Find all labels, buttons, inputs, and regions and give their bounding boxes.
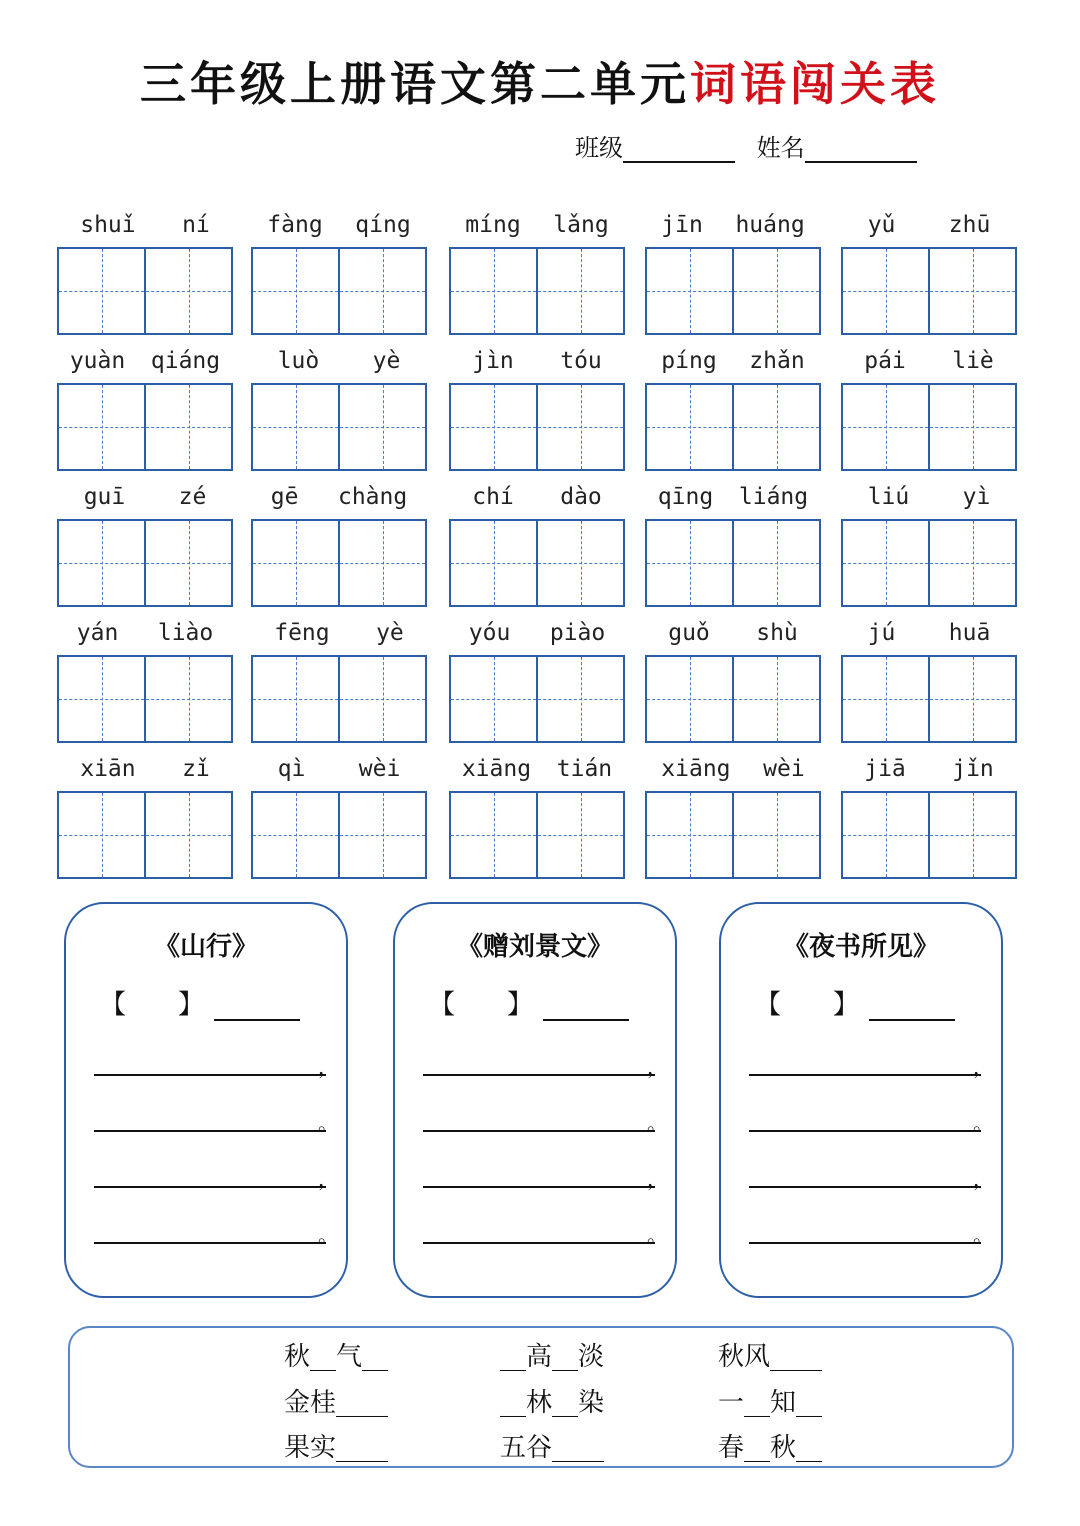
word-cell bbox=[645, 749, 821, 879]
poem-line-blank[interactable] bbox=[749, 1156, 993, 1191]
poem-title: 《赠刘景文》 bbox=[456, 932, 613, 962]
fill-in-item[interactable]: 秋风____ bbox=[718, 1342, 823, 1372]
word-cell bbox=[251, 477, 427, 607]
pinyin-syllable: jīn bbox=[661, 212, 703, 238]
word-cell bbox=[645, 477, 821, 607]
pinyin-syllable: qì bbox=[277, 756, 306, 782]
pinyin bbox=[841, 613, 1017, 653]
word-cell bbox=[449, 341, 625, 471]
dynasty-bracket[interactable]: 【 】 bbox=[100, 990, 205, 1020]
pinyin-syllable: jiā bbox=[864, 756, 906, 782]
writing-box[interactable] bbox=[928, 249, 1015, 333]
pinyin-syllable: huā bbox=[948, 620, 991, 646]
pinyin bbox=[841, 477, 1017, 517]
poem-card-shanxing bbox=[64, 902, 348, 1298]
tianzige-boxes bbox=[645, 247, 821, 335]
pinyin-syllable: liú bbox=[867, 484, 910, 510]
writing-box[interactable] bbox=[59, 249, 144, 333]
line-punctuation: 。 bbox=[647, 1223, 667, 1247]
word-cell bbox=[841, 341, 1017, 471]
writing-box[interactable] bbox=[338, 657, 425, 741]
writing-box[interactable] bbox=[843, 793, 928, 877]
poem-card-yeshusuojian bbox=[719, 902, 1003, 1298]
grid-row bbox=[57, 613, 1017, 749]
pinyin-syllable: qiáng bbox=[150, 348, 221, 374]
pinyin-syllable: liáng bbox=[738, 484, 809, 510]
pinyin-syllable: piào bbox=[549, 620, 606, 646]
fill-in-item[interactable]: __林__染 bbox=[500, 1388, 605, 1418]
fill-in-item[interactable]: 五谷____ bbox=[500, 1433, 605, 1463]
dynasty-author-row bbox=[755, 984, 955, 1021]
fill-in-item[interactable]: 果实____ bbox=[284, 1433, 389, 1463]
pinyin bbox=[251, 749, 427, 789]
pinyin-syllable: qíng bbox=[355, 212, 411, 238]
poem-title: 《山行》 bbox=[153, 932, 258, 962]
writing-box[interactable] bbox=[732, 249, 819, 333]
line-punctuation: ， bbox=[973, 1167, 993, 1191]
writing-box[interactable] bbox=[732, 657, 819, 741]
writing-box[interactable] bbox=[536, 249, 623, 333]
fill-in-item[interactable]: 一__知__ bbox=[718, 1388, 823, 1418]
author-blank[interactable] bbox=[543, 993, 629, 1021]
writing-box[interactable] bbox=[843, 657, 928, 741]
pinyin-syllable: zhǎn bbox=[749, 348, 805, 374]
tianzige-boxes bbox=[251, 383, 427, 471]
writing-box[interactable] bbox=[338, 249, 425, 333]
line-punctuation: 。 bbox=[318, 1111, 338, 1135]
pinyin-syllable: shuǐ bbox=[80, 212, 136, 238]
tianzige-boxes bbox=[841, 519, 1017, 607]
writing-box[interactable] bbox=[928, 657, 1015, 741]
pinyin-syllable: zhū bbox=[948, 212, 991, 238]
line-punctuation: ， bbox=[647, 1055, 667, 1079]
writing-box[interactable] bbox=[338, 385, 425, 469]
pinyin bbox=[645, 749, 821, 789]
pinyin bbox=[645, 205, 821, 245]
pinyin-syllable: lǎng bbox=[553, 212, 609, 238]
writing-box[interactable] bbox=[144, 793, 231, 877]
writing-box[interactable] bbox=[451, 521, 536, 605]
word-cell bbox=[57, 341, 233, 471]
writing-box[interactable] bbox=[59, 657, 144, 741]
pinyin-syllable: yǔ bbox=[867, 212, 896, 238]
line-punctuation: ， bbox=[973, 1055, 993, 1079]
word-cell bbox=[251, 205, 427, 335]
tianzige-boxes bbox=[251, 655, 427, 743]
writing-box[interactable] bbox=[338, 521, 425, 605]
pinyin-syllable: wèi bbox=[358, 756, 401, 782]
author-blank[interactable] bbox=[869, 993, 955, 1021]
pinyin-syllable: chàng bbox=[337, 484, 408, 510]
writing-box[interactable] bbox=[451, 793, 536, 877]
tianzige-boxes bbox=[57, 655, 233, 743]
writing-box[interactable] bbox=[59, 385, 144, 469]
tianzige-boxes bbox=[841, 247, 1017, 335]
title-black: 三年级上册语文第二单元 bbox=[140, 57, 690, 111]
pinyin bbox=[57, 613, 233, 653]
pinyin-syllable: jú bbox=[867, 620, 896, 646]
line-punctuation: 。 bbox=[973, 1223, 993, 1247]
word-cell bbox=[251, 749, 427, 879]
poem-card-zengliujingwen bbox=[393, 902, 677, 1298]
poem-line-blank[interactable] bbox=[749, 1044, 993, 1079]
grid-row bbox=[57, 749, 1017, 885]
writing-box[interactable] bbox=[647, 385, 732, 469]
author-blank[interactable] bbox=[214, 993, 300, 1021]
pinyin-syllable: míng bbox=[465, 212, 521, 238]
tianzige-boxes bbox=[449, 655, 625, 743]
grid-row bbox=[57, 341, 1017, 477]
writing-box[interactable] bbox=[253, 249, 338, 333]
pinyin-syllable: jǐn bbox=[952, 756, 994, 782]
poem-line-blank[interactable] bbox=[423, 1044, 667, 1079]
pinyin bbox=[841, 205, 1017, 245]
pinyin bbox=[645, 613, 821, 653]
pinyin bbox=[57, 341, 233, 381]
tianzige-boxes bbox=[645, 519, 821, 607]
pinyin-syllable: tián bbox=[556, 756, 613, 782]
word-cell bbox=[57, 477, 233, 607]
pinyin-syllable: huáng bbox=[735, 212, 805, 238]
line-punctuation: ， bbox=[647, 1167, 667, 1191]
tianzige-boxes bbox=[841, 655, 1017, 743]
pinyin-syllable: pái bbox=[864, 348, 906, 374]
writing-box[interactable] bbox=[647, 521, 732, 605]
fill-in-item[interactable]: 金桂____ bbox=[284, 1388, 389, 1418]
writing-box[interactable] bbox=[59, 793, 144, 877]
pinyin bbox=[449, 749, 625, 789]
poem-line-blank[interactable] bbox=[749, 1100, 993, 1135]
pinyin-syllable: liè bbox=[952, 348, 994, 374]
grid-row bbox=[57, 477, 1017, 613]
writing-box[interactable] bbox=[647, 793, 732, 877]
dynasty-bracket[interactable]: 【 】 bbox=[755, 990, 860, 1020]
fill-in-item[interactable]: 秋__气__ bbox=[284, 1342, 389, 1372]
poem-line-blank[interactable] bbox=[423, 1156, 667, 1191]
pinyin bbox=[251, 477, 427, 517]
writing-box[interactable] bbox=[253, 385, 338, 469]
line-punctuation: ， bbox=[318, 1167, 338, 1191]
tianzige-boxes bbox=[57, 791, 233, 879]
dynasty-bracket[interactable]: 【 】 bbox=[429, 990, 534, 1020]
writing-box[interactable] bbox=[928, 521, 1015, 605]
poem-line-blank[interactable] bbox=[94, 1044, 338, 1079]
pinyin-syllable: yì bbox=[962, 484, 991, 510]
pinyin bbox=[57, 749, 233, 789]
class-field[interactable] bbox=[623, 133, 735, 163]
writing-box[interactable] bbox=[843, 249, 928, 333]
pinyin bbox=[57, 205, 233, 245]
word-cell bbox=[841, 613, 1017, 743]
tianzige-boxes bbox=[449, 247, 625, 335]
writing-box[interactable] bbox=[338, 793, 425, 877]
tianzige-boxes bbox=[251, 519, 427, 607]
poem-line-blank[interactable] bbox=[423, 1100, 667, 1135]
pinyin bbox=[251, 205, 427, 245]
writing-box[interactable] bbox=[928, 793, 1015, 877]
tianzige-boxes bbox=[251, 247, 427, 335]
writing-box[interactable] bbox=[732, 385, 819, 469]
pinyin bbox=[449, 341, 625, 381]
pinyin-syllable: xiāng bbox=[661, 756, 731, 782]
word-cell bbox=[841, 749, 1017, 879]
word-cell bbox=[841, 205, 1017, 335]
pinyin-syllable: xiāng bbox=[461, 756, 532, 782]
writing-box[interactable] bbox=[59, 521, 144, 605]
tianzige-boxes bbox=[449, 791, 625, 879]
student-info bbox=[575, 128, 931, 163]
tianzige-boxes bbox=[645, 791, 821, 879]
tianzige-boxes bbox=[57, 383, 233, 471]
poem-line-blank[interactable] bbox=[749, 1212, 993, 1247]
pinyin-syllable: liào bbox=[157, 620, 214, 646]
pinyin bbox=[449, 477, 625, 517]
writing-box[interactable] bbox=[253, 521, 338, 605]
word-cell bbox=[645, 341, 821, 471]
writing-box[interactable] bbox=[536, 793, 623, 877]
word-cell bbox=[645, 205, 821, 335]
pinyin-syllable: yóu bbox=[468, 620, 511, 646]
tianzige-boxes bbox=[57, 247, 233, 335]
pinyin-syllable: shù bbox=[756, 620, 798, 646]
tianzige-boxes bbox=[449, 383, 625, 471]
pinyin bbox=[841, 749, 1017, 789]
name-label: 姓名 bbox=[756, 134, 805, 162]
pinyin-syllable: guǒ bbox=[668, 620, 710, 646]
writing-box[interactable] bbox=[732, 521, 819, 605]
writing-box[interactable] bbox=[144, 657, 231, 741]
pinyin-syllable: luò bbox=[277, 348, 320, 374]
word-cell bbox=[251, 613, 427, 743]
word-cell bbox=[645, 613, 821, 743]
pinyin-grid bbox=[57, 205, 1017, 885]
writing-box[interactable] bbox=[253, 657, 338, 741]
pinyin-syllable: wèi bbox=[763, 756, 805, 782]
pinyin bbox=[251, 341, 427, 381]
dynasty-author-row bbox=[100, 984, 300, 1021]
pinyin bbox=[841, 341, 1017, 381]
pinyin-syllable: qīng bbox=[657, 484, 714, 510]
word-cell bbox=[449, 205, 625, 335]
title-red: 词语闯关表 bbox=[690, 57, 940, 111]
pinyin bbox=[645, 477, 821, 517]
poem-title: 《夜书所见》 bbox=[782, 932, 939, 962]
tianzige-boxes bbox=[645, 383, 821, 471]
word-cell bbox=[57, 749, 233, 879]
writing-box[interactable] bbox=[536, 385, 623, 469]
poem-line-blank[interactable] bbox=[423, 1212, 667, 1247]
word-cell bbox=[449, 477, 625, 607]
pinyin-syllable: yuàn bbox=[69, 348, 126, 374]
dynasty-author-row bbox=[429, 984, 629, 1021]
pinyin-syllable: chí bbox=[472, 484, 514, 510]
pinyin-syllable: zǐ bbox=[182, 756, 210, 782]
poem-line-blank[interactable] bbox=[94, 1100, 338, 1135]
writing-box[interactable] bbox=[451, 657, 536, 741]
writing-box[interactable] bbox=[536, 657, 623, 741]
pinyin-syllable: píng bbox=[661, 348, 717, 374]
writing-box[interactable] bbox=[647, 249, 732, 333]
writing-box[interactable] bbox=[451, 385, 536, 469]
pinyin-syllable: xiān bbox=[80, 756, 136, 782]
tianzige-boxes bbox=[841, 383, 1017, 471]
pinyin bbox=[645, 341, 821, 381]
class-label: 班级 bbox=[575, 134, 623, 162]
tianzige-boxes bbox=[645, 655, 821, 743]
pinyin-syllable: zé bbox=[178, 484, 207, 510]
poem-line-blank[interactable] bbox=[94, 1212, 338, 1247]
tianzige-boxes bbox=[841, 791, 1017, 879]
writing-box[interactable] bbox=[144, 385, 231, 469]
word-cell bbox=[841, 477, 1017, 607]
writing-box[interactable] bbox=[843, 521, 928, 605]
pinyin bbox=[449, 613, 625, 653]
writing-box[interactable] bbox=[928, 385, 1015, 469]
pinyin-syllable: gē bbox=[270, 484, 299, 510]
page-title bbox=[0, 48, 1080, 114]
word-cell bbox=[57, 205, 233, 335]
pinyin bbox=[251, 613, 427, 653]
line-punctuation: 。 bbox=[647, 1111, 667, 1135]
pinyin-syllable: jìn bbox=[472, 348, 514, 374]
tianzige-boxes bbox=[251, 791, 427, 879]
pinyin-syllable: ní bbox=[182, 212, 210, 238]
writing-box[interactable] bbox=[144, 521, 231, 605]
writing-box[interactable] bbox=[451, 249, 536, 333]
pinyin bbox=[57, 477, 233, 517]
writing-box[interactable] bbox=[144, 249, 231, 333]
grid-row bbox=[57, 205, 1017, 341]
writing-box[interactable] bbox=[647, 657, 732, 741]
writing-box[interactable] bbox=[732, 793, 819, 877]
line-punctuation: 。 bbox=[318, 1223, 338, 1247]
pinyin-syllable: dào bbox=[560, 484, 602, 510]
word-cell bbox=[57, 613, 233, 743]
pinyin-syllable: yè bbox=[376, 620, 404, 646]
line-punctuation: 。 bbox=[973, 1111, 993, 1135]
poem-line-blank[interactable] bbox=[94, 1156, 338, 1191]
writing-box[interactable] bbox=[843, 385, 928, 469]
pinyin-syllable: fàng bbox=[267, 212, 323, 238]
line-punctuation: ， bbox=[318, 1055, 338, 1079]
fill-in-item[interactable]: __高__淡 bbox=[500, 1342, 605, 1372]
word-cell bbox=[251, 341, 427, 471]
tianzige-boxes bbox=[449, 519, 625, 607]
writing-box[interactable] bbox=[536, 521, 623, 605]
name-field[interactable] bbox=[805, 133, 917, 163]
pinyin-syllable: yán bbox=[76, 620, 119, 646]
pinyin-syllable: yè bbox=[372, 348, 401, 374]
pinyin-syllable: guī bbox=[83, 484, 126, 510]
pinyin bbox=[449, 205, 625, 245]
word-cell bbox=[449, 613, 625, 743]
pinyin-syllable: fēng bbox=[274, 620, 330, 646]
word-cell bbox=[449, 749, 625, 879]
fill-in-item[interactable]: 春__秋__ bbox=[718, 1433, 823, 1463]
writing-box[interactable] bbox=[253, 793, 338, 877]
pinyin-syllable: tóu bbox=[560, 348, 602, 374]
tianzige-boxes bbox=[57, 519, 233, 607]
